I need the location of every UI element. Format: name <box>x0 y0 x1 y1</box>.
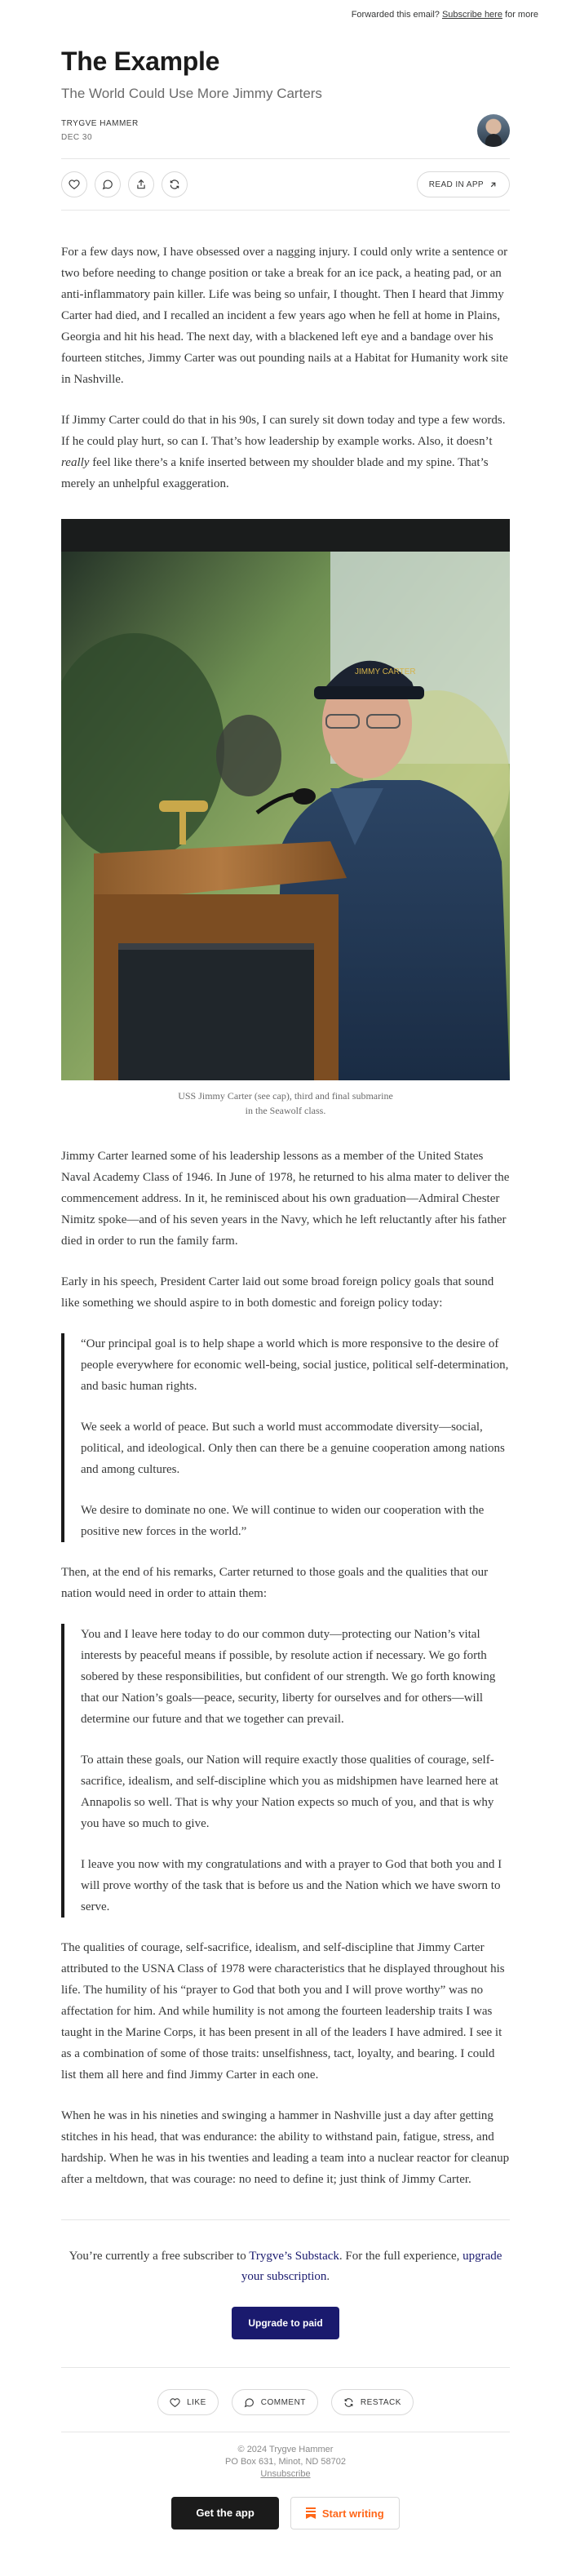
quote-paragraph: You and I leave here today to do our common duty—protecting our Nation’s vital interests by peaceful means if possible, by resolute action if necessary. We go forth sobered by these responsibilities, but confident of our strength. We go forth knowing that our Nation’s goals—peace, security, liberty for ourselves and for others—will determine our future and that we together can prevail. <box>81 1628 496 1726</box>
arrow-up-right-icon <box>489 180 498 189</box>
author-name[interactable]: TRYGVE HAMMER <box>61 119 139 128</box>
quote-paragraph: I leave you now with my congratulations and with a prayer to God that both you and I will prove worthy of the task that is before us and the Nation which we have sworn to serve. <box>81 1858 502 1913</box>
comment-button[interactable] <box>95 171 121 197</box>
hero-image[interactable] <box>61 519 510 1080</box>
action-bar <box>61 158 510 211</box>
footer-restack-button[interactable] <box>331 2389 414 2415</box>
quote-paragraph: We seek a world of peace. But such a world must accommodate diversity—social, political, and ideological. Only then can there be a genuine cooperation among nations and among cultures. <box>81 1421 505 1476</box>
paragraph: When he was in his nineties and swinging a hammer in Nashville just a day after getting stitches in his head, that was endurance: the ability to withstand pain, fatigue, stress, and hardship. When he was in his twenties and leading a team into a nuclear reactor for cleanup after a meltdown, that was courage: no need to define it; just think of Jimmy Carter. <box>61 2109 510 2186</box>
post-body-continued <box>61 1146 510 2190</box>
publication-link[interactable]: Trygve’s Substack <box>249 2250 339 2263</box>
cap-lettering: JIMMY CARTER <box>355 667 416 676</box>
get-the-app-button[interactable]: Get the app <box>171 2497 279 2529</box>
upgrade-link[interactable]: upgrade your subscription <box>241 2250 502 2283</box>
substack-logo-icon <box>306 2507 316 2519</box>
restack-label: RESTACK <box>360 2397 401 2407</box>
footer-like-button[interactable] <box>157 2389 219 2415</box>
forwarded-prefix: Forwarded this email? <box>351 10 440 20</box>
upgrade-to-paid-button[interactable]: Upgrade to paid <box>232 2307 339 2339</box>
paragraph: If Jimmy Carter could do that in his 90s, I can surely sit down today and type a few words. If he could play hurt, so can I. That’s how leadership by example works. Also, it doesn’t really feel like there’s a knife inserted between my shoulder blade and my spine. That’s merely an unhelpful exaggeration. <box>61 414 506 490</box>
heart-icon <box>69 179 80 190</box>
blockquote <box>61 1333 510 1542</box>
heart-icon <box>170 2397 180 2408</box>
blockquote <box>61 1624 510 1918</box>
jimmy-carter-photo <box>61 519 510 1080</box>
legal-footer <box>61 2432 510 2481</box>
mailing-address: PO Box 631, Minot, ND 58702 <box>225 2457 346 2467</box>
footer-actions <box>61 2367 510 2415</box>
paragraph: Jimmy Carter learned some of his leadership lessons as a member of the United States Naval Academy Class of 1946. In June of 1978, he returned to his alma mater to deliver the commencement address. In it, he reminisced about his own graduation—Admiral Chester Nimitz spoke—and of his seven years in the Navy, which he left reluctantly after his father died in order to run the family farm. <box>61 1150 510 1248</box>
share-button[interactable] <box>128 171 154 197</box>
restack-icon <box>343 2397 354 2408</box>
post-date: DEC 30 <box>61 133 93 142</box>
comment-icon <box>102 179 113 190</box>
paragraph: For a few days now, I have obsessed over a nagging injury. I could only write a sentence or two before needing to change position or take a break for an ice pack, a heating pad, or an anti-inflammatory pain killer. Life was being so unfair, I thought. Then I heard that Jimmy Carter had died, and I recalled an incident a few years ago when he fell at home in Plains, Georgia and hit his head. The next day, with a blackened left eye and a bandage over his fourteen stitches, Jimmy Carter was out pounding nails at a Habitat for Humanity work site in Nashville. <box>61 246 508 386</box>
quote-paragraph: To attain these goals, our Nation will require exactly those qualities of courage, self-sacrifice, idealism, and self-discipline which you as midshipmen have learned here at Annapolis so well. That is why your Nation expects so much of you, and that is why you have so much to give. <box>81 1754 498 1830</box>
forwarded-suffix: for more <box>505 10 538 20</box>
post-subtitle: The World Could Use More Jimmy Carters <box>61 86 322 101</box>
subscription-notice <box>61 2219 510 2339</box>
quote-paragraph: “Our principal goal is to help shape a world which is more responsive to the desire of people everywhere for economic well-being, social justice, political self-determination, and basic human rights. <box>81 1337 509 1393</box>
subscribe-link[interactable]: Subscribe here <box>441 10 502 20</box>
read-in-app-button[interactable] <box>417 171 510 197</box>
restack-icon <box>169 179 180 190</box>
copyright: © 2024 Trygve Hammer <box>237 2445 334 2454</box>
start-writing-button[interactable] <box>290 2497 400 2529</box>
comment-icon <box>244 2397 255 2408</box>
paragraph: The qualities of courage, self-sacrifice, idealism, and self-discipline that Jimmy Carter attributed to the USNA Class of 1978 were characteristics that he displayed throughout his life. The humility of his “prayer to God that both you and I will prove worthy” was no affectation for him. And while humility is not among the fourteen leadership traits I was taught in the Marine Corps, it has been present in all of the leaders I have admired. I see it as a combination of some of those traits: unselfishness, tact, loyalty, and bearing. I could list them all here and find Jimmy Carter in each one. <box>61 1941 505 2082</box>
app-promo <box>61 2497 510 2529</box>
share-icon <box>135 179 147 190</box>
paragraph: Then, at the end of his remarks, Carter returned to those goals and the qualities that our nation would need in order to attain them: <box>61 1566 489 1600</box>
restack-button[interactable] <box>162 171 188 197</box>
avatar[interactable] <box>477 114 510 147</box>
image-caption: USS Jimmy Carter (see cap), third and final submarine in the Seawolf class. <box>178 1090 393 1116</box>
footer-comment-button[interactable] <box>232 2389 318 2415</box>
byline <box>61 114 510 147</box>
like-label: LIKE <box>187 2397 206 2407</box>
unsubscribe-link[interactable]: Unsubscribe <box>260 2469 311 2479</box>
start-writing-label: Start writing <box>321 2507 384 2520</box>
subscription-text: You’re currently a free subscriber to Trygve’s Substack. For the full experience, upgrade your subscription. <box>69 2250 502 2283</box>
post-title[interactable]: The Example <box>61 47 220 76</box>
like-button[interactable] <box>61 171 87 197</box>
post-container <box>61 46 510 2529</box>
quote-paragraph: We desire to dominate no one. We will continue to widen our cooperation with the positive new forces in the world.” <box>81 1504 485 1538</box>
read-in-app-label: READ IN APP <box>428 180 484 189</box>
paragraph: Early in his speech, President Carter laid out some broad foreign policy goals that sound like something we should aspire to in both domestic and foreign policy today: <box>61 1275 494 1310</box>
post-body <box>61 242 510 494</box>
forwarded-banner <box>33 0 538 24</box>
comment-label: COMMENT <box>260 2397 306 2407</box>
